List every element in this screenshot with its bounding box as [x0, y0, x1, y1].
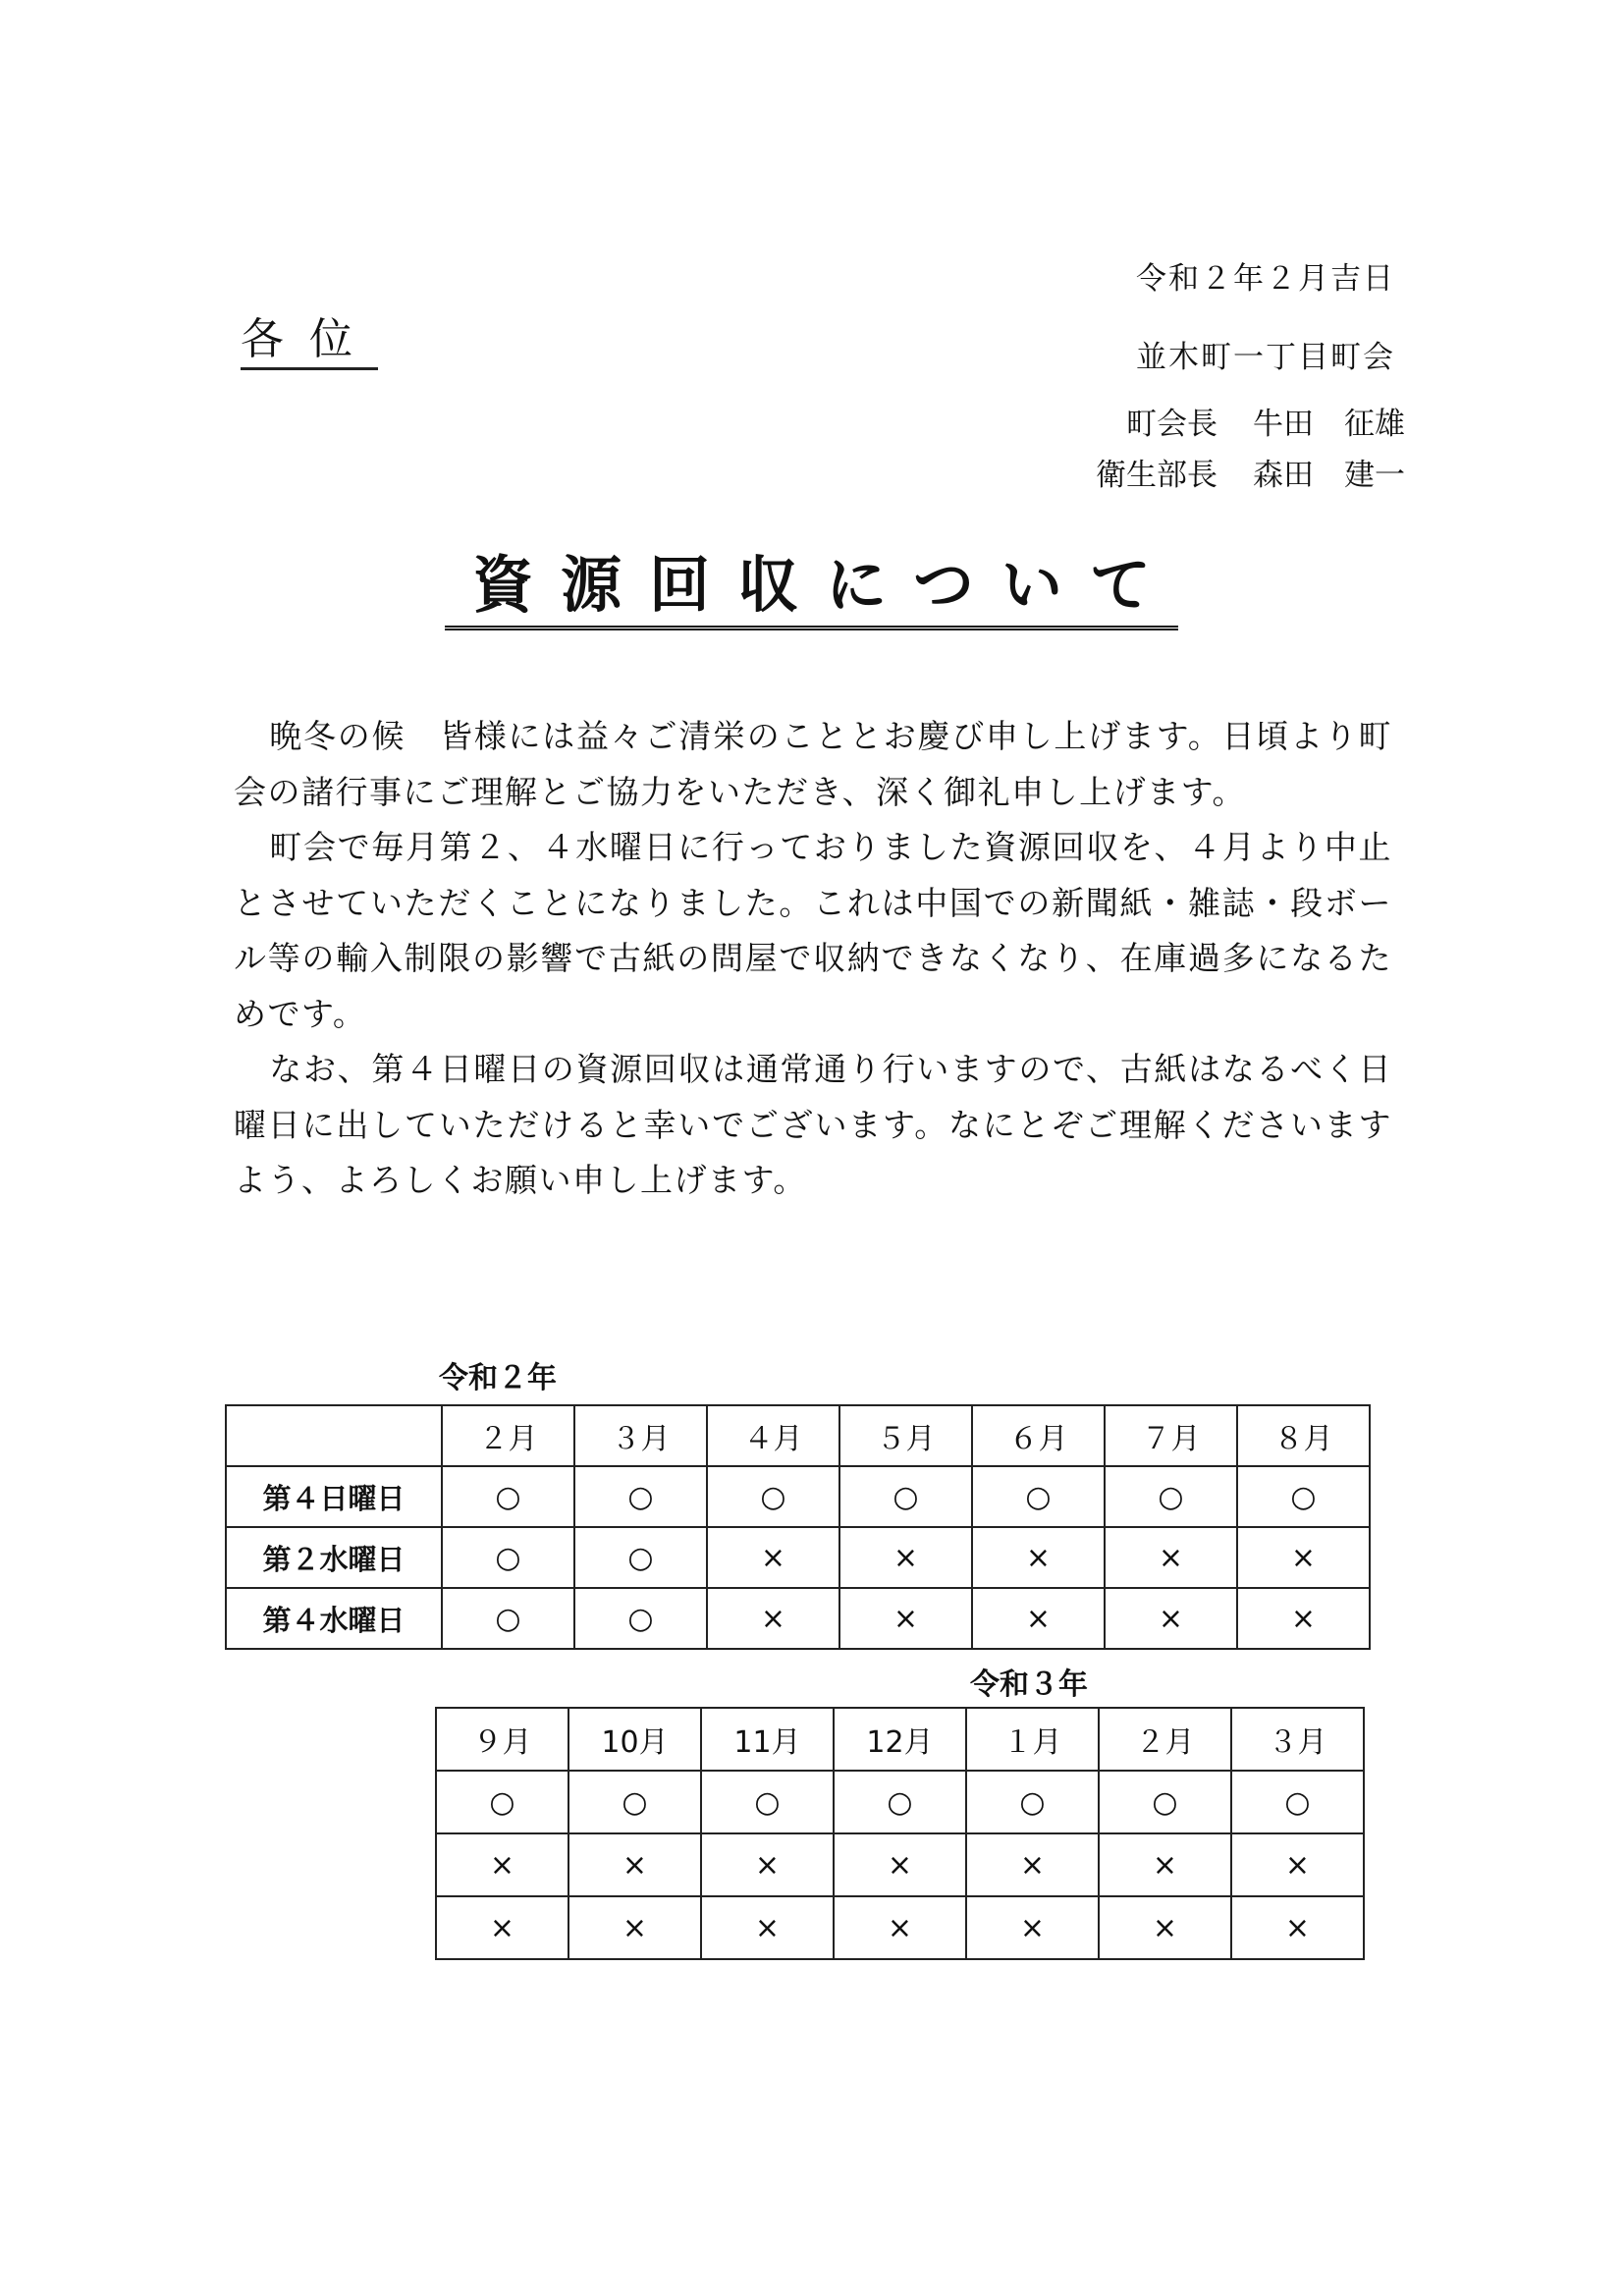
- row-label-4th-sunday: 第４日曜日: [226, 1466, 442, 1527]
- status-cell: ×: [839, 1588, 972, 1649]
- status-cell: ×: [1099, 1833, 1231, 1896]
- addressee: 各位: [241, 316, 378, 370]
- status-cell: ×: [1105, 1588, 1237, 1649]
- month-header: 10月: [568, 1708, 701, 1771]
- status-cell: ○: [839, 1466, 972, 1527]
- body-paragraph-announcement: 町会で毎月第２、４水曜日に行っておりました資源回収を、４月より中止とさせていただくことになりました。これは中国での新聞紙・雑誌・段ボール等の輸入制限の影響で古紙の問屋で収納できなくなり、在庫過多になるためです。: [234, 828, 1392, 1033]
- status-cell: ○: [834, 1771, 966, 1833]
- table-header-row: [226, 1405, 1370, 1466]
- status-cell: ×: [701, 1833, 834, 1896]
- status-cell: ○: [1237, 1466, 1370, 1527]
- table-row: [436, 1896, 1364, 1959]
- document-date: 令和２年２月吉日: [1136, 261, 1395, 297]
- month-header: ６月: [972, 1405, 1105, 1466]
- month-header: ５月: [839, 1405, 972, 1466]
- body-paragraph-request: なお、第４日曜日の資源回収は通常通り行いますので、古紙はなるべく日曜日に出していただけると幸いでございます。なにとぞご理解くださいますよう、よろしくお願い申し上げます。: [234, 1050, 1392, 1199]
- status-cell: ○: [442, 1588, 574, 1649]
- table-row: [226, 1527, 1370, 1588]
- status-cell: ×: [972, 1527, 1105, 1588]
- signatory-chairman: [1070, 399, 1405, 450]
- status-cell: ×: [1231, 1896, 1364, 1959]
- month-header: ２月: [442, 1405, 574, 1466]
- document-title-wrapper: [0, 549, 1623, 630]
- month-header: ７月: [1105, 1405, 1237, 1466]
- signatory-role: 衛生部長: [1096, 458, 1217, 493]
- status-cell: ×: [568, 1833, 701, 1896]
- month-header: ２月: [1099, 1708, 1231, 1771]
- status-cell: ×: [707, 1527, 839, 1588]
- status-cell: ○: [442, 1466, 574, 1527]
- status-cell: ×: [966, 1896, 1099, 1959]
- status-cell: ×: [1231, 1833, 1364, 1896]
- status-cell: ○: [1105, 1466, 1237, 1527]
- month-header: ４月: [707, 1405, 839, 1466]
- schedule-table-reiwa3: [435, 1707, 1365, 1960]
- signatory-role: 町会長: [1126, 407, 1217, 442]
- status-cell: ○: [972, 1466, 1105, 1527]
- month-header: ９月: [436, 1708, 568, 1771]
- status-cell: ×: [568, 1896, 701, 1959]
- signatory-name: 牛田 征雄: [1253, 407, 1405, 442]
- status-cell: ×: [1099, 1896, 1231, 1959]
- month-header: 11月: [701, 1708, 834, 1771]
- status-cell: ○: [707, 1466, 839, 1527]
- table-row: [436, 1771, 1364, 1833]
- document-body: [234, 709, 1392, 1209]
- status-cell: ×: [1237, 1527, 1370, 1588]
- month-header: ８月: [1237, 1405, 1370, 1466]
- status-cell: ○: [442, 1527, 574, 1588]
- signatory-sanitation-head: [1070, 450, 1405, 501]
- status-cell: ○: [1099, 1771, 1231, 1833]
- organization-name: 並木町一丁目町会: [1136, 340, 1395, 375]
- row-label-4th-wednesday: 第４水曜日: [226, 1588, 442, 1649]
- row-label-2nd-wednesday: 第２水曜日: [226, 1527, 442, 1588]
- status-cell: ○: [1231, 1771, 1364, 1833]
- status-cell: ×: [966, 1833, 1099, 1896]
- status-cell: ×: [972, 1588, 1105, 1649]
- status-cell: ○: [574, 1527, 707, 1588]
- signatory-name: 森田 建一: [1253, 458, 1405, 493]
- status-cell: ×: [436, 1896, 568, 1959]
- month-header: 12月: [834, 1708, 966, 1771]
- status-cell: ○: [574, 1588, 707, 1649]
- status-cell: ○: [966, 1771, 1099, 1833]
- status-cell: ×: [1105, 1527, 1237, 1588]
- status-cell: ×: [701, 1896, 834, 1959]
- status-cell: ○: [568, 1771, 701, 1833]
- body-paragraph-greeting: 晩冬の候 皆様には益々ご清栄のこととお慶び申し上げます。日頃より町会の諸行事にご理解とご協力をいただき、深く御礼申し上げます。: [234, 717, 1392, 811]
- status-cell: ×: [1237, 1588, 1370, 1649]
- year-label-reiwa2: 令和２年: [439, 1361, 557, 1395]
- month-header: ３月: [574, 1405, 707, 1466]
- table-header-row: [436, 1708, 1364, 1771]
- table-row: [226, 1466, 1370, 1527]
- signature-block: [1070, 399, 1405, 501]
- table-row: [226, 1588, 1370, 1649]
- year-label-reiwa3: 令和３年: [970, 1667, 1088, 1702]
- status-cell: ○: [574, 1466, 707, 1527]
- status-cell: ×: [436, 1833, 568, 1896]
- status-cell: ×: [834, 1833, 966, 1896]
- status-cell: ×: [707, 1588, 839, 1649]
- status-cell: ○: [701, 1771, 834, 1833]
- document-title: 資源回収について: [445, 555, 1178, 630]
- month-header: ３月: [1231, 1708, 1364, 1771]
- schedule-table-reiwa2: [225, 1404, 1371, 1650]
- status-cell: ○: [436, 1771, 568, 1833]
- corner-cell: [226, 1405, 442, 1466]
- table-row: [436, 1833, 1364, 1896]
- status-cell: ×: [834, 1896, 966, 1959]
- month-header: １月: [966, 1708, 1099, 1771]
- status-cell: ×: [839, 1527, 972, 1588]
